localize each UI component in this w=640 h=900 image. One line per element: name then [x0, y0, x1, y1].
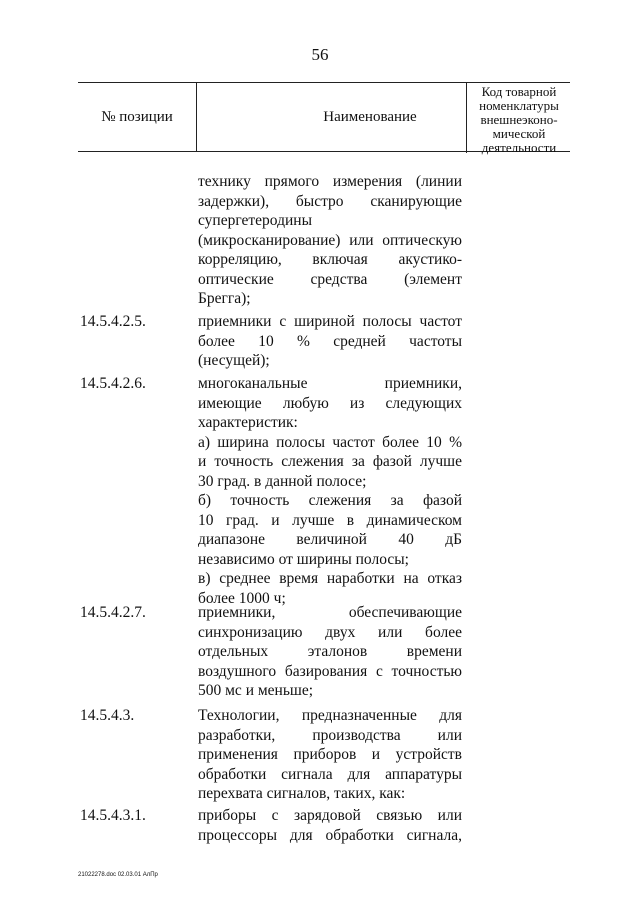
description-line: в) среднее время наработки на отказ	[198, 570, 462, 587]
header-position: № позиции	[101, 108, 173, 125]
description-line: б) точность слежения за фазой	[198, 492, 462, 509]
table-header	[78, 82, 570, 155]
header-code-line: деятельности	[481, 140, 557, 155]
description-line: Брегга);	[198, 290, 251, 307]
item-description	[198, 806, 462, 845]
position-number: 14.5.4.2.7.	[80, 604, 146, 621]
description-line: (микросканирование) или оптическую	[198, 231, 462, 249]
description-line: более 10 % средней частоты	[198, 332, 462, 350]
description-line: 500 мс и меньше;	[198, 682, 314, 699]
header-code-line: номенклатуры	[479, 98, 559, 113]
header-name: Наименование	[196, 83, 543, 151]
description-line: (несущей);	[198, 352, 270, 369]
item-description	[198, 312, 462, 371]
description-line: процессоры для обработки сигнала,	[198, 826, 462, 844]
description-line: и точность слежения за фазой лучше	[198, 453, 462, 470]
description-line: 30 град. в данной полосе;	[198, 472, 367, 490]
page-number: 56	[311, 45, 329, 64]
description-line: разработки, производства или	[198, 726, 462, 744]
description-line: а) ширина полосы частот более 10 %	[198, 433, 462, 451]
item-description	[198, 172, 462, 309]
position-number: 14.5.4.3.	[80, 707, 135, 724]
description-line: независимо от ширины полосы;	[198, 550, 409, 568]
description-line: диапазоне величиной 40 дБ	[198, 531, 462, 548]
position-number: 14.5.4.3.1.	[80, 807, 146, 824]
description-line: приборы с зарядовой связью или	[198, 807, 462, 824]
description-line: имеющие любую из следующих	[198, 394, 462, 412]
description-line: более 1000 ч;	[198, 589, 286, 607]
description-line: отдельных эталонов времени	[198, 643, 462, 660]
item-description	[198, 706, 462, 804]
description-line: синхронизацию двух или более	[198, 623, 462, 641]
description-line: воздушного базирования с точностью	[198, 662, 462, 680]
position-number: 14.5.4.2.6.	[80, 375, 146, 392]
description-line: супергетеродины	[198, 212, 312, 229]
description-line: характеристик:	[198, 414, 298, 431]
item-description	[198, 603, 462, 701]
description-line: Технологии, предназначенные для	[198, 707, 462, 724]
header-code-line: мической	[492, 126, 546, 141]
item-description	[198, 374, 462, 608]
header-code-line: Код товарной	[481, 84, 557, 99]
position-number: 14.5.4.2.5.	[80, 313, 146, 330]
header-code	[466, 83, 571, 153]
description-line: многоканальные приемники,	[198, 375, 462, 392]
description-line: обработки сигнала для аппаратуры	[198, 765, 462, 783]
description-line: 10 град. и лучше в динамическом	[198, 511, 462, 529]
description-line: корреляцию, включая акустико-	[198, 251, 462, 268]
header-code-line: внешнеэконо-	[480, 112, 558, 127]
description-line: задержки), быстро сканирующие	[198, 192, 462, 210]
description-line: применения приборов и устройств	[198, 746, 462, 763]
document-footer: 21022278.doc 02.03.01 АлПр	[78, 872, 158, 878]
description-line: оптические средства (элемент	[198, 270, 462, 288]
description-line: приемники с шириной полосы частот	[198, 313, 462, 330]
description-line: приемники, обеспечивающие	[198, 604, 462, 621]
description-line: перехвата сигналов, таких, как:	[198, 785, 406, 802]
description-line: технику прямого измерения (линии	[198, 173, 462, 190]
